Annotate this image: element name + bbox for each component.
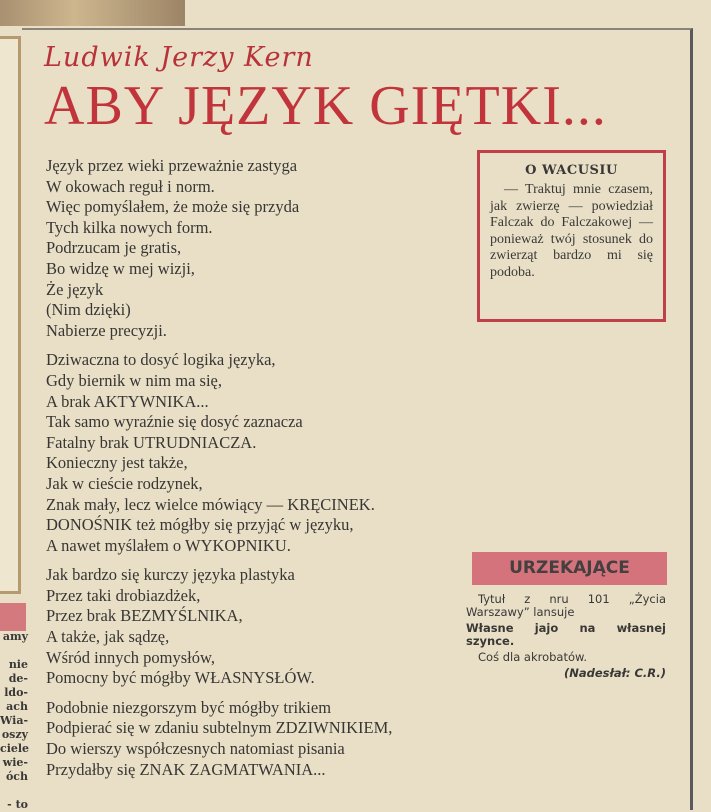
poem-stanza — [46, 156, 392, 341]
adjacent-line: - to — [7, 798, 28, 811]
poem-line: Podrzucam je gratis, — [46, 238, 182, 258]
urzekajace-section — [466, 593, 666, 683]
poem-line: DONOŚNIK też mógłby się przyjąć w języku, — [46, 515, 354, 535]
poem-stanza — [46, 350, 392, 556]
poem-line: Przez brak BEZMYŚLNIKA, — [46, 606, 243, 626]
poem-line: Nabierze precyzji. — [46, 320, 167, 340]
poem-line: A nawet myślałem o WYKOPNIKU. — [46, 535, 291, 555]
article-title: ABY JĘZYK GIĘTKI... — [44, 75, 607, 137]
sidebar-box-o-wacusiu — [477, 150, 666, 322]
poem-line: Do wierszy współczesnych natomiast pisania — [46, 739, 345, 759]
adjacent-line: óch — [5, 770, 28, 783]
poem-line: Przez taki drobiazdżek, — [46, 585, 201, 605]
poem-line: Fatalny brak UTRUDNIACZA. — [46, 432, 257, 452]
poem-line: (Nim dzięki) — [46, 300, 131, 320]
urzekajace-heading: URZEKAJĄCE — [472, 552, 667, 585]
box-text: — Traktuj mnie czasem, jak zwierzę — powiedział Falczak do Falczakowej — ponieważ twój stosunek do zwierząt bardzo mi się podoba. — [490, 182, 653, 280]
poem-line: Pomocny być mógłby WŁASNYSŁÓW. — [46, 668, 315, 688]
poem — [46, 156, 392, 789]
poem-stanza — [46, 565, 392, 689]
poem-line: Że język — [46, 279, 104, 299]
poem-line: A także, jak sądzę, — [46, 627, 170, 647]
poem-line: Dziwaczna to dosyć logika języka, — [46, 350, 276, 370]
poem-line: Podobnie niezgorszym być mógłby trikiem — [46, 697, 332, 717]
author-name: Ludwik Jerzy Kern — [44, 42, 314, 73]
poem-line: Znak mały, lecz wielce mówiący — KRĘCINEK. — [46, 494, 375, 514]
adjacent-line: nie — [8, 658, 28, 671]
poem-line: Jak bardzo się kurczy języka plastyka — [46, 565, 295, 585]
adjacent-line: ciele — [0, 742, 30, 755]
poem-line: Przydałby się ZNAK ZAGMATWANIA... — [46, 759, 326, 779]
adjacent-line: wie- — [2, 756, 28, 769]
poem-line: Tych kilka nowych form. — [46, 217, 213, 237]
adjacent-article-frame — [0, 36, 21, 594]
box-heading: O WACUSIU — [525, 163, 618, 178]
poem-line: Tak samo wyraźnie się dosyć zaznacza — [46, 412, 303, 432]
poem-line: Podpierać się w zdaniu subtelnym ZDZIWNIKIEM, — [46, 718, 393, 738]
poem-line: Wśród innych pomysłów, — [46, 647, 215, 667]
poem-line: Język przez wieki przeważnie zastyga — [46, 156, 298, 175]
adjacent-line: Wia- — [0, 714, 29, 727]
poem-line: Więc pomyślałem, że może się przyda — [46, 197, 300, 217]
poem-line: W okowach reguł i norm. — [46, 176, 215, 196]
poem-stanza — [46, 698, 392, 780]
adjacent-line: oszy — [1, 728, 28, 741]
photo-fragment — [0, 0, 185, 26]
urzekajace-quote: Własne jajo na własnej szynce. — [466, 621, 666, 648]
adjacent-line: ach — [6, 700, 28, 713]
poem-line: Gdy biernik w nim ma się, — [46, 370, 222, 390]
poem-line: Bo widzę w mej wizji, — [46, 258, 195, 278]
poem-line: Konieczny jest także, — [46, 453, 188, 473]
urzekajace-intro: Tytuł z nru 101 „Życia Warszawy” lansuje — [466, 592, 666, 619]
urzekajace-comment: Coś dla akrobatów. — [478, 650, 588, 664]
poem-line: A brak AKTYWNIKA... — [46, 391, 209, 411]
adjacent-line: amy — [2, 630, 28, 643]
adjacent-line: de- — [8, 672, 28, 685]
adjacent-line: ldo- — [4, 686, 28, 699]
urzekajace-signature: (Nadesłał: C.R.) — [563, 666, 666, 680]
poem-line: Jak w cieście rodzynek, — [46, 473, 203, 493]
